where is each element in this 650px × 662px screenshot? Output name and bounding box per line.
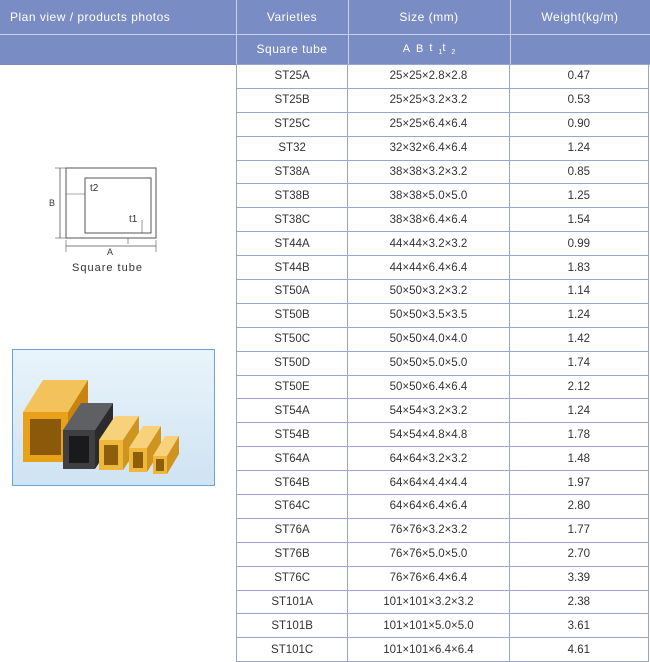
dim-b-label: B — [416, 43, 430, 55]
cell-variety: ST38B — [237, 184, 348, 208]
table-row — [237, 423, 649, 447]
table-row — [237, 638, 649, 662]
cell-size: 38×38×6.4×6.4 — [348, 208, 509, 232]
cell-size: 50×50×6.4×6.4 — [348, 375, 509, 399]
header-divider — [510, 0, 511, 64]
cell-weight: 2.38 — [509, 590, 648, 614]
header-weight: Weight(kg/m) — [541, 10, 619, 24]
cell-weight: 0.47 — [509, 65, 648, 89]
table-row — [237, 112, 649, 136]
cell-variety: ST44A — [237, 232, 348, 256]
cell-variety: ST38C — [237, 208, 348, 232]
header-left-subrow — [0, 34, 236, 65]
diagram-caption: Square tube — [72, 262, 143, 274]
cell-size: 44×44×6.4×6.4 — [348, 256, 509, 280]
tubes-illustration — [13, 350, 214, 485]
table-row — [237, 136, 649, 160]
cell-weight: 1.97 — [509, 471, 648, 495]
cell-variety: ST44B — [237, 256, 348, 280]
cell-variety: ST64C — [237, 495, 348, 519]
dim-a-label: A — [402, 43, 417, 55]
cell-weight: 1.54 — [509, 208, 648, 232]
cell-variety: ST25B — [237, 88, 348, 112]
table-row — [237, 542, 649, 566]
cell-weight: 2.80 — [509, 495, 648, 519]
cell-size: 38×38×5.0×5.0 — [348, 184, 509, 208]
table-row — [237, 495, 649, 519]
cell-variety: ST64B — [237, 471, 348, 495]
cell-size: 54×54×3.2×3.2 — [348, 399, 509, 423]
table-row — [237, 303, 649, 327]
cell-size: 32×32×6.4×6.4 — [348, 136, 509, 160]
cell-weight: 1.25 — [509, 184, 648, 208]
cell-size: 44×44×3.2×3.2 — [348, 232, 509, 256]
cell-size: 101×101×3.2×3.2 — [348, 590, 509, 614]
header-varieties: Varieties — [266, 10, 318, 24]
cell-weight: 1.77 — [509, 518, 648, 542]
table-row — [237, 471, 649, 495]
subheader-square-tube: Square tube — [256, 42, 328, 56]
cell-variety: ST50A — [237, 280, 348, 304]
cell-size: 101×101×6.4×6.4 — [348, 638, 509, 662]
product-photo — [12, 349, 215, 486]
cell-size: 25×25×2.8×2.8 — [348, 65, 509, 89]
table-row — [237, 184, 649, 208]
cell-weight: 2.70 — [509, 542, 648, 566]
cell-variety: ST50C — [237, 327, 348, 351]
cell-variety: ST50B — [237, 303, 348, 327]
label-b: B — [49, 198, 56, 208]
cell-size: 25×25×3.2×3.2 — [348, 88, 509, 112]
cell-size: 50×50×3.2×3.2 — [348, 280, 509, 304]
table-row — [237, 256, 649, 280]
cell-variety: ST101B — [237, 614, 348, 638]
spec-table — [236, 64, 649, 662]
table-row — [237, 65, 649, 89]
cell-variety: ST54A — [237, 399, 348, 423]
cell-weight: 1.74 — [509, 351, 648, 375]
cell-variety: ST32 — [237, 136, 348, 160]
cell-size: 101×101×5.0×5.0 — [348, 614, 509, 638]
cell-size: 50×50×4.0×4.0 — [348, 327, 509, 351]
cell-weight: 0.99 — [509, 232, 648, 256]
table-row — [237, 375, 649, 399]
header-plan-view: Plan view / products photos — [10, 10, 171, 24]
cell-variety: ST25C — [237, 112, 348, 136]
label-t2: t2 — [90, 183, 99, 194]
table-row — [237, 447, 649, 471]
cell-variety: ST50E — [237, 375, 348, 399]
table-row — [237, 590, 649, 614]
cell-weight: 1.24 — [509, 399, 648, 423]
subheader-size-dims — [348, 34, 510, 64]
cell-size: 64×64×3.2×3.2 — [348, 447, 509, 471]
cell-weight: 3.39 — [509, 566, 648, 590]
cell-size: 76×76×5.0×5.0 — [348, 542, 509, 566]
cell-variety: ST25A — [237, 65, 348, 89]
cell-variety: ST54B — [237, 423, 348, 447]
cell-weight: 1.83 — [509, 256, 648, 280]
table-row — [237, 160, 649, 184]
cell-weight: 2.12 — [509, 375, 648, 399]
dim-t1-label: $t_1$ — [429, 42, 443, 56]
cell-size: 50×50×5.0×5.0 — [348, 351, 509, 375]
cell-variety: ST76A — [237, 518, 348, 542]
cell-size: 54×54×4.8×4.8 — [348, 423, 509, 447]
cell-size: 25×25×6.4×6.4 — [348, 112, 509, 136]
cell-weight: 1.48 — [509, 447, 648, 471]
dim-t2-label: $t_2$ — [442, 42, 456, 56]
cell-weight: 0.53 — [509, 88, 648, 112]
cell-size: 64×64×6.4×6.4 — [348, 495, 509, 519]
table-row — [237, 399, 649, 423]
label-t1: t1 — [129, 214, 138, 225]
cell-variety: ST76B — [237, 542, 348, 566]
cell-weight: 3.61 — [509, 614, 648, 638]
cell-variety: ST76C — [237, 566, 348, 590]
cell-size: 76×76×6.4×6.4 — [348, 566, 509, 590]
cell-variety: ST38A — [237, 160, 348, 184]
table-row — [237, 614, 649, 638]
cell-weight: 1.24 — [509, 303, 648, 327]
cell-variety: ST101C — [237, 638, 348, 662]
table-row — [237, 351, 649, 375]
cell-variety: ST50D — [237, 351, 348, 375]
cell-weight: 1.24 — [509, 136, 648, 160]
cell-weight: 1.14 — [509, 280, 648, 304]
table-row — [237, 208, 649, 232]
table-row — [237, 280, 649, 304]
cell-size: 64×64×4.4×4.4 — [348, 471, 509, 495]
label-a: A — [107, 247, 114, 257]
cell-weight: 0.85 — [509, 160, 648, 184]
table-row — [237, 518, 649, 542]
cell-size: 50×50×3.5×3.5 — [348, 303, 509, 327]
table-row — [237, 566, 649, 590]
cell-weight: 0.90 — [509, 112, 648, 136]
cell-variety: ST101A — [237, 590, 348, 614]
cell-variety: ST64A — [237, 447, 348, 471]
cell-weight: 4.61 — [509, 638, 648, 662]
cell-weight: 1.42 — [509, 327, 648, 351]
header-size: Size (mm) — [399, 10, 459, 24]
table-row — [237, 327, 649, 351]
cell-size: 76×76×3.2×3.2 — [348, 518, 509, 542]
table-row — [237, 232, 649, 256]
cell-weight: 1.78 — [509, 423, 648, 447]
table-row — [237, 88, 649, 112]
cell-size: 38×38×3.2×3.2 — [348, 160, 509, 184]
